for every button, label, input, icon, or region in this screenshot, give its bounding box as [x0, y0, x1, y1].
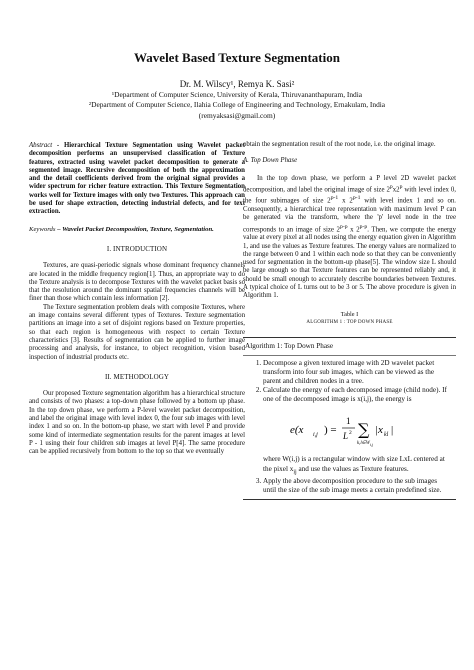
- svg-text:1: 1: [345, 416, 350, 427]
- abstract-text: - Hierarchical Texture Segmentation using Wavelet packet decomposition performs an unsupervised classification of Texture features, extracted using wavelet packet decomposition to generate a segmented image. Recursive decomposition of both the approximation and the detail coefficients derived from the original signal provides a wider spectrum for richer feature extraction. This Texture Segmentation works well for Texture images with only two Textures. This approach can be used for shape extraction, detecting industrial defects, and for text extraction.: [29, 142, 245, 216]
- step-2-window-text: where W(i,j) is a rectangular window with size LxL centered at the pixel $x_{ij}$ and use the values as Texture features.: [263, 455, 445, 475]
- svg-text:|x: |x: [374, 424, 383, 437]
- methodology-paragraph-1: Our proposed Texture segmentation algorithm has a hierarchical structure and consists of two phases: a top-down phase followed by a bottom up phase. In the top down phase, we perform a P-level wavelet packet decomposition, and label the original image with level index 0, the four sub images with level index 1 and so on. In the bottom-up phase, we start with level P and provide some kind of intermediate segmentation results for the parent images at level P - 1 using their four children sub images at level P[4]. The same procedure can be applied recursively from bottom to the top so that we eventually: [29, 390, 245, 456]
- affiliation-2: ²Department of Computer Science, Ilahia College of Engineering and Technology, Ernakulam, India: [88, 100, 386, 110]
- keywords-label: Keywords: [29, 225, 56, 233]
- affiliation-1: ¹Department of Computer Science, University of Kerala, Thiruvananthapuram, India: [111, 89, 363, 99]
- section-heading-introduction: I. INTRODUCTION: [106, 244, 168, 253]
- step-2-text: Calculate the energy of each decomposed image (child node). If one of the decomposed image is x(i,j), the energy is: [263, 386, 447, 404]
- table-caption: ALGORITHM 1 : TOP DOWN PHASE: [306, 319, 393, 325]
- left-column: [29, 142, 245, 457]
- svg-text:2: 2: [348, 430, 352, 437]
- top-down-paragraph: In the top down phase, we perform a P level 2D wavelet packet decomposition, and label the original image of size 2$^p$x2$^p$ with level index 0, the four subimages of size 2$^{p-1}$ x 2$^{p-1}$ with level index 1 and so on. Consequently, a hierarchical tree representation with maximum level P can be generated via the transform, where the 'p' level node in the tree corresponds to an image of size 2$^{p-p}$ x 2$^{p-p}$. Then, we compute the energy value at every pixel at all nodes using the energy equation given in Algorithm 1, and use the values as Texture features. The energy values are normalized to the range between 0 and 1 within each node so that they can be conveniently used for segmentation in the bottom-up phase[5]. The window size L should be large enough so that Texture features can be represented reliably and, it should be small enough to accurately describe boundaries between Textures. A typical choice of L turns out to be 3 or 5. The above procedure is given in Algorithm 1.: [243, 174, 457, 300]
- right-column: [243, 141, 456, 500]
- section-heading-methodology: II. METHODOLOGY: [104, 372, 170, 381]
- keywords-text: – Wavelet Packet Decomposition, Texture, Segmentation.: [55, 225, 214, 233]
- intro-paragraph-1: Textures, are quasi-periodic signals whose dominant frequency channels are located in the middle frequency region[1]. Thus, an appropriate way to do the Texture analysis is to decompose Textures with the wavelet packet basis so that the resolution around the dominant spatial frequencies channels will be finer than those which contain less information [2].: [29, 262, 245, 303]
- svg-text:k,l∈W: k,l∈W: [356, 441, 370, 447]
- algorithm-header: Algorithm 1: Top Down Phase: [243, 341, 456, 356]
- algorithm-step-2: [263, 386, 456, 477]
- svg-text:|: |: [390, 424, 393, 437]
- paper-title: Wavelet Based Texture Segmentation: [134, 50, 340, 65]
- svg-text:e(x: e(x: [289, 424, 303, 437]
- methodology-continued: obtain the segmentation result of the root node, i.e. the original image.: [243, 141, 436, 148]
- algorithm-step-1: 1. Decompose a given textured image with 2D wavelet packet transform into four sub images, which can be viewed as the parent and children nodes in a tree.: [263, 359, 456, 386]
- abstract: [29, 142, 245, 217]
- svg-text:∑: ∑: [357, 420, 369, 440]
- svg-text:i,j: i,j: [312, 432, 318, 439]
- svg-text:kl: kl: [383, 432, 388, 439]
- algorithm-step-3: 3. Apply the above decomposition procedure to the sub images until the size of the sub image meets a certain predefined size.: [263, 477, 456, 495]
- table-title: Table I: [340, 310, 359, 318]
- svg-text:i,j: i,j: [369, 443, 373, 448]
- author-block: [0, 79, 474, 121]
- abstract-label: Abstract: [29, 142, 53, 149]
- energy-equation: [288, 409, 408, 449]
- svg-text:) =: ) =: [323, 424, 337, 437]
- algorithm-steps: [243, 359, 456, 495]
- author-email: (remyaksasi@gmail.com): [198, 110, 276, 120]
- subsection-heading-top-down: A. Top Down Phase: [243, 157, 298, 165]
- energy-formula: [243, 409, 452, 449]
- author-names: Dr. M. Wilscy¹, Remya K. Sasi²: [179, 79, 295, 89]
- intro-paragraph-2: The Texture segmentation problem deals with composite Textures, where an image contains several different types of Textures. Texture segmentation partitions an image into a set of disjoint regions based on Texture properties, so that each region is homogeneous with respect to certain Texture characteristics [3]. Results of segmentation can be applied to further image processing and analysis, for instance, to object recognition, vision based inspection of industrial products etc.: [29, 303, 245, 361]
- svg-text:L: L: [342, 431, 348, 442]
- keywords: [29, 226, 245, 234]
- algorithm-box: [243, 337, 456, 500]
